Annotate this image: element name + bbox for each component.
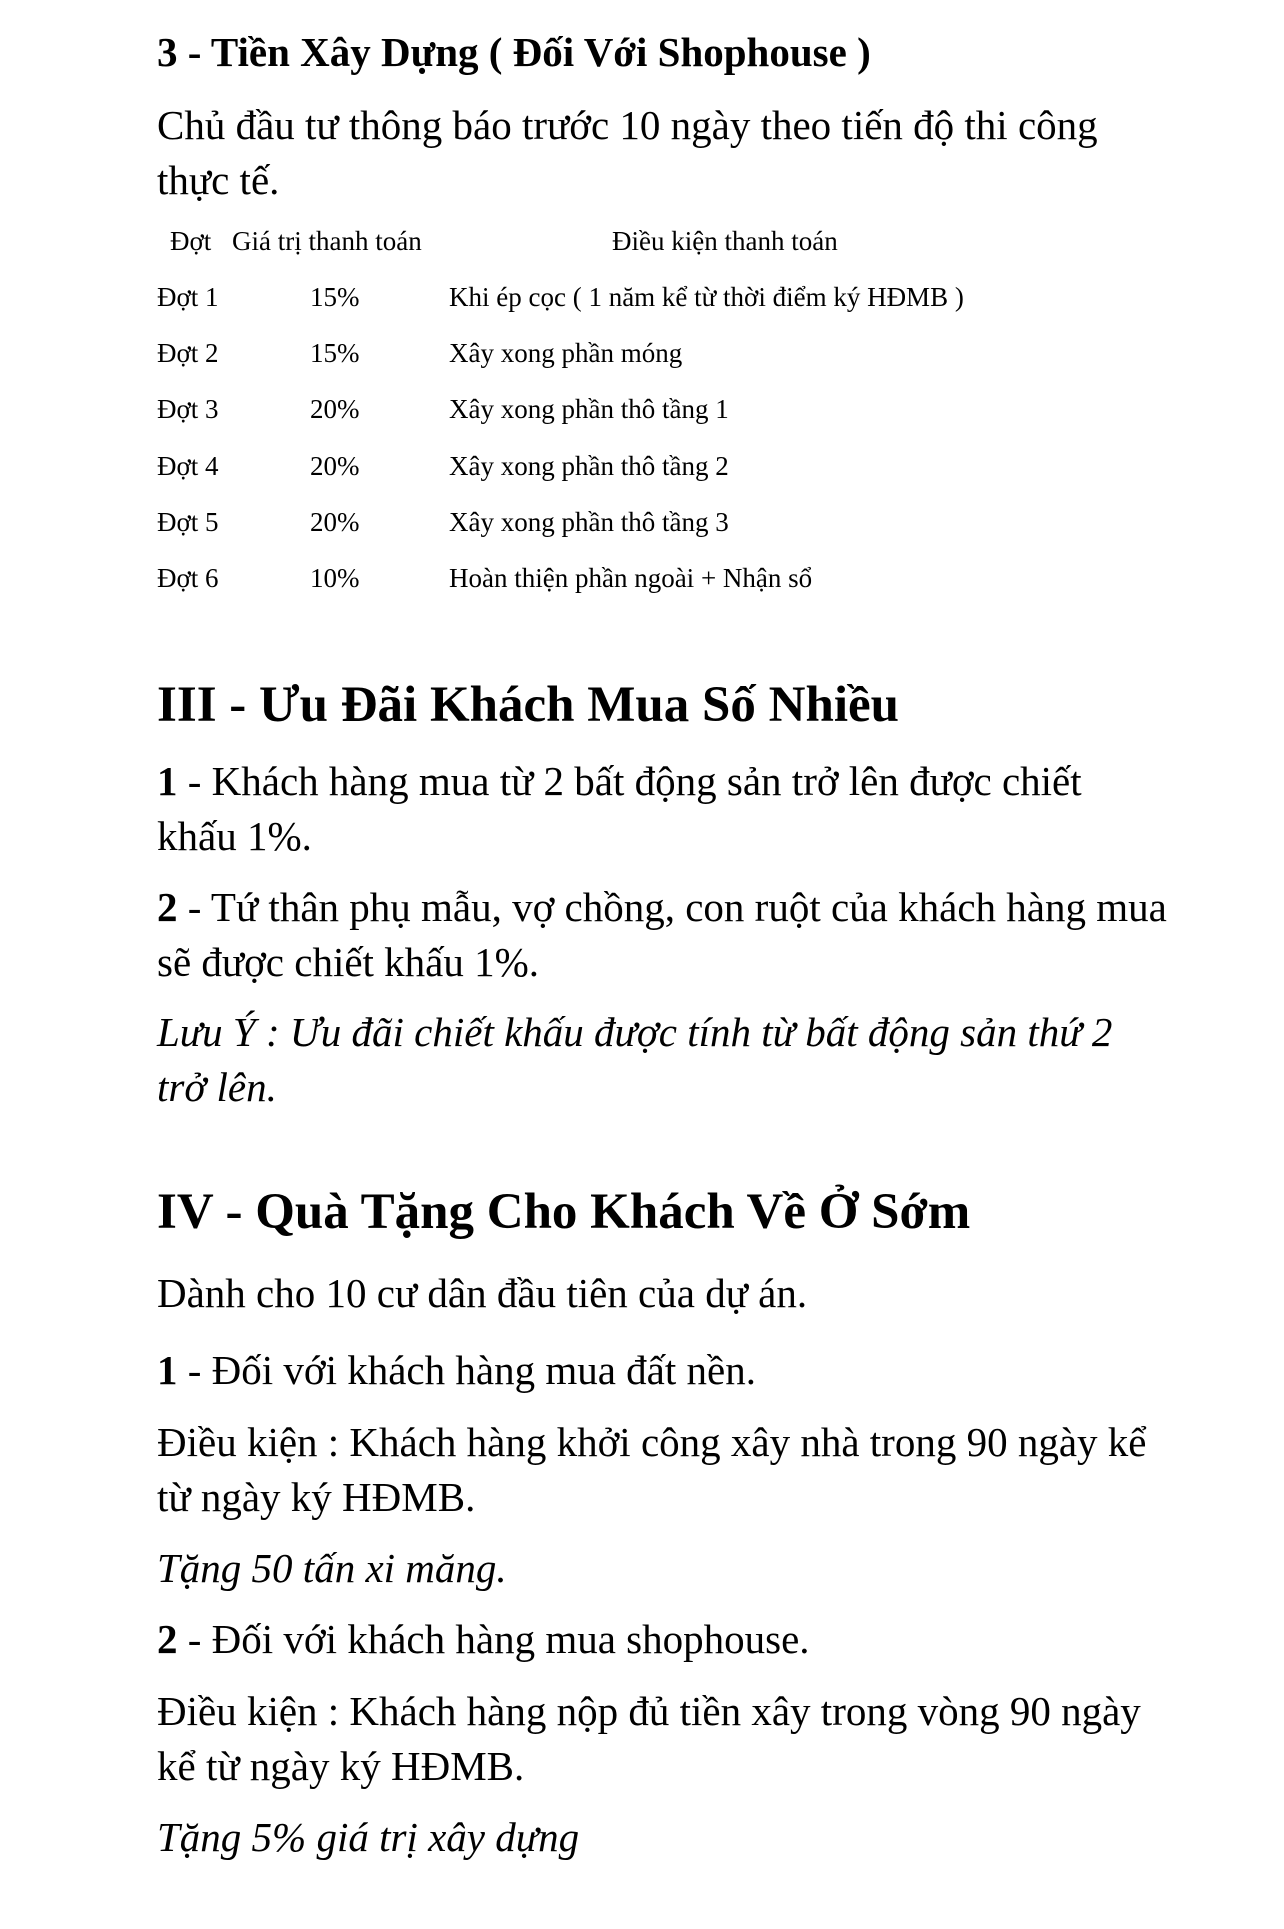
item-text: - Khách hàng mua từ 2 bất động sản trở lên được chiết khấu 1%.	[157, 758, 1082, 859]
table-cell-phase: Đợt 3	[157, 394, 219, 424]
table-cell-condition: Hoàn thiện phần ngoài + Nhận sổ	[449, 563, 813, 593]
section-IV-item-1	[157, 1343, 1167, 1398]
table-cell-phase: Đợt 5	[157, 507, 219, 537]
item-number: 2	[157, 884, 178, 930]
item-text: - Đối với khách hàng mua đất nền.	[177, 1347, 756, 1393]
table-header-value: Giá trị thanh toán	[232, 226, 422, 256]
section-III-heading: III - Ưu Đãi Khách Mua Số Nhiều	[157, 677, 899, 733]
section-3-intro: Chủ đầu tư thông báo trước 10 ngày theo tiến độ thi công thực tế.	[157, 102, 1098, 203]
section-III-item-2	[157, 880, 1167, 990]
section-IV-item-1-condition: Điều kiện : Khách hàng khởi công xây nhà trong 90 ngày kể từ ngày ký HĐMB.	[157, 1419, 1147, 1520]
section-IV-item-2	[157, 1612, 1167, 1667]
table-cell-value: 15%	[310, 338, 360, 368]
section-IV-intro: Dành cho 10 cư dân đầu tiên của dự án.	[157, 1270, 808, 1316]
section-IV-item-1-gift: Tặng 50 tấn xi măng.	[157, 1545, 507, 1591]
table-cell-value: 15%	[310, 282, 360, 312]
table-cell-phase: Đợt 1	[157, 282, 219, 312]
table-cell-value: 20%	[310, 507, 360, 537]
table-cell-value: 10%	[310, 563, 360, 593]
table-cell-value: 20%	[310, 451, 360, 481]
section-3-heading: 3 - Tiền Xây Dựng ( Đối Với Shophouse )	[157, 29, 871, 75]
section-IV-heading: IV - Quà Tặng Cho Khách Về Ở Sớm	[157, 1184, 971, 1240]
table-cell-value: 20%	[310, 394, 360, 424]
item-number: 2	[157, 1616, 178, 1662]
section-IV-item-2-condition: Điều kiện : Khách hàng nộp đủ tiền xây trong vòng 90 ngày kể từ ngày ký HĐMB.	[157, 1688, 1141, 1789]
item-text: - Tứ thân phụ mẫu, vợ chồng, con ruột của khách hàng mua sẽ được chiết khấu 1%.	[157, 884, 1167, 985]
table-header-condition: Điều kiện thanh toán	[612, 226, 838, 256]
section-III-item-1	[157, 754, 1167, 864]
table-cell-condition: Khi ép cọc ( 1 năm kể từ thời điểm ký HĐMB )	[449, 282, 964, 312]
item-number: 1	[157, 1347, 178, 1393]
item-text: - Đối với khách hàng mua shophouse.	[177, 1616, 810, 1662]
table-cell-condition: Xây xong phần thô tầng 2	[449, 451, 729, 481]
table-cell-phase: Đợt 4	[157, 451, 219, 481]
table-cell-phase: Đợt 2	[157, 338, 219, 368]
table-cell-condition: Xây xong phần móng	[449, 338, 683, 368]
section-III-note: Lưu Ý : Ưu đãi chiết khấu được tính từ bất động sản thứ 2 trở lên.	[157, 1009, 1113, 1110]
item-number: 1	[157, 758, 178, 804]
table-header-phase: Đợt	[170, 226, 212, 256]
table-cell-condition: Xây xong phần thô tầng 3	[449, 507, 729, 537]
table-cell-condition: Xây xong phần thô tầng 1	[449, 394, 729, 424]
section-IV-item-2-gift: Tặng 5% giá trị xây dựng	[157, 1814, 580, 1860]
table-cell-phase: Đợt 6	[157, 563, 219, 593]
